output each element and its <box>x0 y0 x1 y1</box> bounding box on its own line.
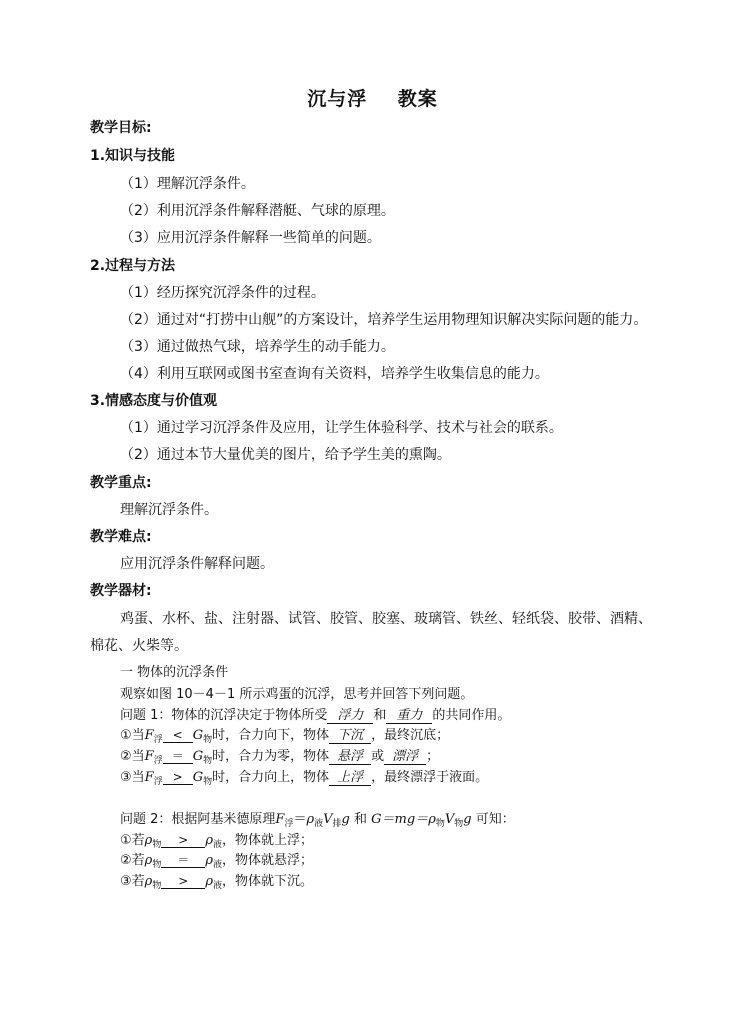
weight-symbol: G <box>192 728 204 743</box>
objectives-heading: 教学目标: <box>90 120 152 136</box>
equals-sign: ＝ <box>293 812 307 827</box>
q1-suffix: 的共同作用。 <box>432 708 511 723</box>
q2-and: 和 <box>354 812 368 827</box>
density-row <box>120 832 313 854</box>
section2-item: （1）经历探究沉浮条件的过程。 <box>120 285 325 301</box>
subscript: 液 <box>314 819 324 829</box>
q1-answer-blank: 重力 <box>386 709 432 724</box>
section3-item: （2）通过本节大量优美的图片，给予学生美的熏陶。 <box>120 447 451 463</box>
q1-mid: 和 <box>373 708 387 723</box>
comparison-blank: ＝ <box>161 853 205 868</box>
case-tail: ，最终沉底； <box>371 728 450 743</box>
case-num: ③当 <box>120 770 145 785</box>
answer-blank: 悬浮 <box>329 750 371 765</box>
case-text: 时，合力向上，物体 <box>212 770 330 785</box>
answer-blank: 下沉 <box>329 729 371 744</box>
page-title: 沉与浮 教案 <box>307 88 438 110</box>
difficulty-text: 应用沉浮条件解释问题。 <box>120 556 274 572</box>
comparison-blank: > <box>161 833 205 848</box>
force-symbol: F <box>144 728 154 743</box>
q2-suffix: 可知： <box>475 812 515 827</box>
q1-answer-blank: 浮力 <box>327 709 373 724</box>
subscript: 物 <box>152 881 162 891</box>
section1-item: （2）利用沉浮条件解释潜艇、气球的原理。 <box>120 203 395 219</box>
comparison-blank: ＝ <box>163 749 193 764</box>
case-num: ①当 <box>120 728 145 743</box>
density-symbol: ρ <box>205 833 213 848</box>
equipment-line: 棉花、火柴等。 <box>90 638 188 654</box>
subscript: 液 <box>212 881 222 891</box>
density-symbol: ρ <box>144 874 153 889</box>
equipment-heading: 教学器材: <box>90 583 152 599</box>
comparison-blank: > <box>163 770 193 785</box>
section2-heading: 2.过程与方法 <box>90 258 176 274</box>
subscript: 液 <box>212 860 222 870</box>
force-symbol: F <box>144 749 154 764</box>
case-row <box>120 748 439 770</box>
key-point-heading: 教学重点: <box>90 475 152 491</box>
subscript: 物 <box>435 819 445 829</box>
weight-formula: G＝mg＝ <box>371 812 429 827</box>
section2-item: （2）通过对“打捞中山舰”的方案设计，培养学生运用物理知识解决实际问题的能力。 <box>120 312 648 328</box>
section2-item: （3）通过做热气球，培养学生的动手能力。 <box>120 339 395 355</box>
section1-item: （1）理解沉浮条件。 <box>120 176 255 192</box>
part1-heading: 一 物体的沉浮条件 <box>120 665 229 680</box>
section1-item: （3）应用沉浮条件解释一些简单的问题。 <box>120 230 381 246</box>
density-symbol: ρ <box>306 812 315 827</box>
answer-blank: 上浮 <box>329 771 371 786</box>
subscript: 物 <box>203 735 213 745</box>
case-tail: ，物体就悬浮； <box>222 853 314 868</box>
volume-symbol: V <box>444 812 455 827</box>
case-or: 或 <box>371 749 385 764</box>
weight-symbol: G <box>192 749 204 764</box>
volume-symbol: V <box>323 812 333 827</box>
section2-item: （4）利用互联网或图书室查询有关资料，培养学生收集信息的能力。 <box>120 366 549 382</box>
density-symbol: ρ <box>428 812 436 827</box>
comparison-blank: < <box>163 728 193 743</box>
observe-text: 观察如图 10－4－1 所示鸡蛋的沉浮，思考并回答下列问题。 <box>120 687 474 702</box>
subscript: 浮 <box>153 735 163 745</box>
density-symbol: ρ <box>144 833 153 848</box>
case-tail: ，物体就下沉。 <box>222 874 314 889</box>
density-symbol: ρ <box>144 853 153 868</box>
q1-prefix: 问题 1：物体的沉浮决定于物体所受 <box>120 708 328 723</box>
case-text: 时，合力为零，物体 <box>212 749 330 764</box>
subscript: 浮 <box>284 819 294 829</box>
section1-heading: 1.知识与技能 <box>90 148 176 164</box>
gravity-symbol: g <box>341 812 350 827</box>
key-point-text: 理解沉浮条件。 <box>120 502 218 518</box>
density-symbol: ρ <box>205 853 213 868</box>
gravity-symbol: g <box>463 812 472 827</box>
density-row <box>120 852 313 874</box>
subscript: 物 <box>454 819 464 829</box>
case-tail: ； <box>426 749 440 764</box>
subscript: 物 <box>203 777 213 787</box>
case-num: ②若 <box>120 853 145 868</box>
case-row <box>120 769 488 791</box>
subscript: 液 <box>212 840 222 850</box>
case-text: 时，合力向下，物体 <box>212 728 330 743</box>
subscript: 浮 <box>153 756 163 766</box>
section3-heading: 3.情感态度与价值观 <box>90 393 218 409</box>
density-symbol: ρ <box>205 874 213 889</box>
case-tail: ，物体就上浮； <box>222 833 314 848</box>
subscript: 排 <box>332 819 342 829</box>
equipment-line: 鸡蛋、水杯、盐、注射器、试管、胶管、胶塞、玻璃管、铁丝、轻纸袋、胶带、酒精、 <box>120 611 652 627</box>
question-2 <box>120 811 515 833</box>
question-1 <box>120 707 510 725</box>
comparison-blank: > <box>161 874 205 889</box>
case-tail: ，最终漂浮于液面。 <box>371 770 489 785</box>
density-row <box>120 873 313 895</box>
weight-symbol: G <box>192 770 204 785</box>
case-num: ①若 <box>120 833 145 848</box>
difficulty-heading: 教学难点: <box>90 529 152 545</box>
case-num: ③若 <box>120 874 145 889</box>
subscript: 浮 <box>153 777 163 787</box>
subscript: 物 <box>152 840 162 850</box>
case-row <box>120 727 449 749</box>
subscript: 物 <box>152 860 162 870</box>
section3-item: （1）通过学习沉浮条件及应用，让学生体验科学、技术与社会的联系。 <box>120 420 563 436</box>
answer-blank: 漂浮 <box>384 750 426 765</box>
force-symbol: F <box>144 770 154 785</box>
subscript: 物 <box>203 756 213 766</box>
q2-prefix: 问题 2：根据阿基米德原理 <box>120 812 276 827</box>
force-symbol: F <box>275 812 285 827</box>
case-num: ②当 <box>120 749 145 764</box>
